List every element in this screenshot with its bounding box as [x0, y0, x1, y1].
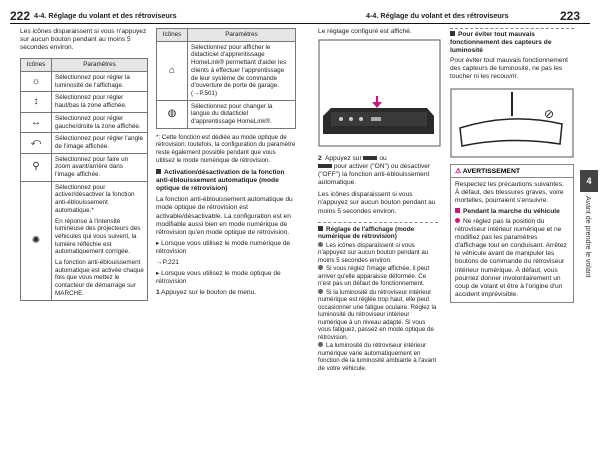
info-box [318, 222, 438, 373]
brightness-icon: ☼ [21, 71, 52, 91]
bullet-icon [318, 289, 323, 294]
bullet-1-text: Lorsque vous utilisez le mode numérique de rétrovision [156, 239, 291, 255]
button-icon [363, 156, 377, 160]
warning-subheading [455, 208, 569, 216]
home-icon: ⌂ [157, 41, 188, 100]
auto-dim-line3: La fonction anti-éblouissement automatique est activée chaque fois que vous mettez le contacteur de démarrage sur MARCHE. [55, 259, 144, 297]
mirror-sensor-illustration [450, 88, 574, 158]
right-section-title: 4-4. Réglage du volant et des rétroviseurs [366, 11, 509, 20]
table-cell [52, 181, 148, 300]
column-4 [450, 28, 574, 303]
footnote: *: Cette fonction est dédiée au mode optique de rétrovision; toutefois, la configuration du paramètre reste également possible pendant que vous utilisez le mode numérique de rétrovision. [156, 133, 296, 164]
step-number: 2 [318, 155, 322, 162]
table-row [21, 153, 148, 181]
bullet-2-text: Lorsque vous utilisez le mode optique de rétrovision [156, 270, 281, 286]
table-cell: Sélectionnez pour changer la langue du didacticiel d'apprentissage HomeLink®. [188, 100, 296, 128]
right-page-number: 223 [560, 9, 581, 23]
table-row [21, 133, 148, 153]
column-3-body [318, 155, 438, 372]
body-text: La fonction anti-éblouissement automatique du mode optique de rétrovision est activable/désactivable. La configuration est en modifiable aussi bien en mode numérique de rétrovision qu'en mode optique de rétrovision. [156, 196, 293, 236]
table-cell: Sélectionnez pour faire un zoom avant/arrière dans l'image affichée. [52, 153, 148, 181]
left-section-title: 4-4. Réglage du volant et des rétroviseurs [34, 11, 177, 20]
step-2 [318, 155, 438, 187]
square-bullet-icon [156, 169, 161, 174]
table-cell: Sélectionnez pour régler l'angle de l'image affichée. [52, 133, 148, 153]
list-item [318, 265, 438, 288]
square-bullet-icon [318, 226, 323, 231]
right-rule [300, 23, 590, 24]
icon-table-2 [156, 28, 296, 129]
square-bullet-icon [455, 208, 460, 213]
param-col-header: Paramètres [52, 59, 148, 72]
button-icon [371, 117, 381, 121]
section-heading [156, 169, 296, 193]
info-heading [450, 31, 574, 55]
table-row [21, 92, 148, 112]
step-text: pour activer ("ON") ou désactiver ("OFF") la fonction anti-éblouissement automatique. [318, 163, 431, 187]
warning-content [451, 178, 573, 302]
left-page-number: 222 [10, 9, 31, 23]
step-number: 1 [156, 289, 160, 297]
column-3 [318, 28, 436, 36]
table-cell: Sélectionnez pour régler haut/bas la zone affichée. [52, 92, 148, 112]
left-rule [10, 23, 300, 24]
subheading-text: Pendant la marche du véhicule [463, 207, 560, 215]
param-col-header: Paramètres [188, 29, 296, 42]
up-down-icon: ↕ [21, 92, 52, 112]
heading-text: Réglage de l'affichage (mode numérique de rétrovision) [318, 225, 415, 241]
table-cell: Sélectionnez pour afficher le didacticiel d'apprentissage HomeLink® permettant d'aider les clients à effectuer l'apprentissage de leur système de commande d'ouverture de porte de garage. (→P.501) [188, 41, 296, 100]
list-item-text: Les icônes disparaissent si vous n'appuyez sur aucun bouton pendant au moins 5 secondes environ. [318, 241, 429, 264]
list-item [318, 242, 438, 265]
button-icon [349, 117, 353, 121]
icon-col-header: Icônes [21, 59, 52, 72]
step-text: Appuyez sur le bouton de menu. [161, 289, 257, 297]
warning-header [451, 165, 573, 178]
warning-icon: ⚠ [455, 167, 462, 175]
info-heading [318, 226, 438, 241]
list-item-text: Si vous réglez l'image affichée, il peut arriver qu'elle apparaisse déformée. Ce n'est pas un défaut de fonctionnement. [318, 265, 430, 288]
warning-body: Respectez les précautions suivantes. À défaut, des blessures graves, voire mortelles, pourraient s'ensuivre. [455, 180, 564, 204]
table-row [21, 71, 148, 91]
heading-text: Pour éviter tout mauvais fonctionnement des capteurs de luminosité [450, 31, 552, 55]
chapter-tab-label: Avant de prendre le volant [584, 196, 591, 278]
auto-dimming-icon: ✺ [21, 181, 52, 300]
list-item-text: La luminosité du rétroviseur intérieur numérique varie automatiquement en fonction de la luminosité ambiante à l'avant de votre véhicule. [318, 342, 437, 372]
icon-col-header: Icônes [157, 29, 188, 42]
chapter-tab-label-wrap [584, 196, 594, 406]
menu-button-icon [339, 117, 343, 121]
intro-text: Les icônes disparaissent si vous n'appuyez sur aucun bouton pendant au moins 5 secondes environ. [20, 28, 147, 52]
left-right-icon: ↔ [21, 112, 52, 132]
bullet-2: ▸ Lorsque vous utilisez le mode optique de rétrovision [156, 270, 281, 286]
button-icon [318, 164, 332, 168]
figure-caption: Le réglage configuré est affiché. [318, 28, 412, 35]
body-text: Pour éviter tout mauvais fonctionnement des capteurs de luminosité, ne pas les toucher ni les recouvrir. [450, 57, 569, 81]
table-row [21, 181, 148, 300]
mirror-illustration [317, 38, 442, 148]
table-row [157, 41, 296, 100]
bullet-icon [318, 242, 323, 247]
list-item [318, 289, 438, 342]
bullet-icon [318, 342, 323, 347]
heading-text: Activation/désactivation de la fonction anti-éblouissement automatique (mode optique de rétrovision) [156, 169, 285, 193]
tilt-icon: ⤺ [21, 133, 52, 153]
note-text: Les icônes disparaissent si vous n'appuyez sur aucun bouton pendant au moins 5 secondes environ. [318, 191, 436, 215]
step-text: ou [379, 155, 387, 162]
globe-icon: ◍ [157, 100, 188, 128]
list-item-text: Si la luminosité du rétroviseur intérieur numérique est réglée trop haut, elle peut occasionner une fatigue oculaire. Réglez la luminosité du rétroviseur intérieur numérique à un niveau adapté. Si vous vous fatiguez, passez en mode optique de rétrovision. [318, 288, 437, 341]
page-ref[interactable]: →P.221 [156, 259, 179, 267]
table-row [157, 100, 296, 128]
prohibited-icon: ⊘ [544, 106, 555, 121]
list-item [318, 342, 438, 372]
warning-title: AVERTISSEMENT [462, 167, 521, 175]
warning-item [455, 218, 569, 299]
auto-dim-line1: Sélectionnez pour activer/désactiver la fonction anti-éblouissement automatique.* [55, 183, 135, 214]
column-2 [156, 28, 296, 297]
info-box [450, 28, 574, 82]
bullet-icon [455, 218, 460, 223]
step-text: Appuyez sur [324, 155, 362, 162]
bullet-1: ▸ Lorsque vous utilisez le mode numérique de rétrovision [156, 239, 291, 255]
zoom-icon: ⚲ [21, 153, 52, 181]
button-icon [359, 117, 363, 121]
table-cell: Sélectionnez pour régler gauche/droite la zone affichée. [52, 112, 148, 132]
icon-table [20, 58, 148, 300]
bullet-icon [318, 265, 323, 270]
column-1 [20, 28, 148, 301]
table-row [21, 112, 148, 132]
table-cell: Sélectionnez pour régler la luminosité de l'affichage. [52, 71, 148, 91]
step-1 [156, 289, 296, 297]
chapter-tab-number[interactable]: 4 [580, 170, 598, 192]
warning-box [450, 164, 574, 303]
warning-item-text: Ne réglez pas la position du rétroviseur intérieur numérique et ne modifiez pas les paramètres d'affichage tout en conduisant. Arrêtez le véhicule avant de manipuler les boutons de commande du rétroviseur intérieur numérique. À défaut, vous pourriez donner involontairement un coup de volant et être à l'origine d'un accident imprévisible. [455, 217, 567, 298]
square-bullet-icon [450, 31, 455, 36]
auto-dim-line2: En réponse à l'intensité lumineuse des projecteurs des véhicules qui vous suivent, la lumière réfléchie est automatiquement corrigée. [55, 217, 141, 256]
